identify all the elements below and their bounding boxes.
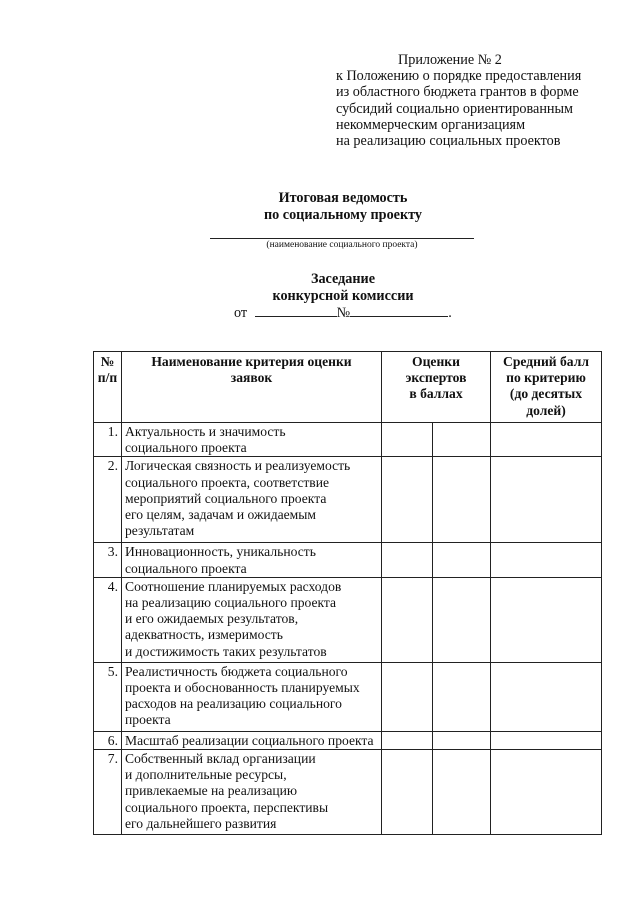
date-blank bbox=[255, 304, 337, 317]
average-cell bbox=[491, 577, 602, 662]
table-row bbox=[94, 423, 602, 457]
annex-line: субсидий социально ориентированным bbox=[336, 100, 574, 117]
document-title bbox=[150, 190, 536, 224]
score-cell bbox=[433, 750, 491, 835]
session-line: конкурсной комиссии bbox=[272, 288, 414, 304]
annex-title: Приложение № 2 bbox=[398, 52, 502, 68]
score-cell bbox=[382, 662, 433, 731]
header-scores: Оценки экспертов в баллах bbox=[382, 352, 491, 423]
score-cell bbox=[433, 457, 491, 543]
table-row bbox=[94, 577, 602, 662]
header-num: № п/п bbox=[94, 352, 122, 423]
header-average: Средний балл по критерию (до десятых долей) bbox=[491, 352, 602, 423]
table-row bbox=[94, 457, 602, 543]
row-number: 3. bbox=[94, 543, 122, 577]
annex-line: некоммерческим организациям bbox=[336, 116, 526, 133]
criterion-text: Соотношение планируемых расходов на реализацию социального проекта и его ожидаемых результатов, адекватность, измеримость и достижимость таких результатов bbox=[122, 577, 382, 662]
number-blank bbox=[350, 304, 448, 317]
session-line: Заседание bbox=[310, 271, 376, 287]
criterion-text: Собственный вклад организации и дополнительные ресурсы, привлекаемые на реализацию социального проекта, перспективы его дальнейшего развития bbox=[122, 750, 382, 835]
row-number: 6. bbox=[94, 731, 122, 749]
date-prefix: от bbox=[234, 305, 248, 321]
table-row bbox=[94, 543, 602, 577]
average-cell bbox=[491, 750, 602, 835]
row-number: 5. bbox=[94, 662, 122, 731]
table-row bbox=[94, 662, 602, 731]
row-number: 1. bbox=[94, 423, 122, 457]
row-number: 7. bbox=[94, 750, 122, 835]
criterion-text: Масштаб реализации социального проекта bbox=[122, 731, 382, 749]
annex-block bbox=[336, 52, 626, 149]
score-cell bbox=[382, 543, 433, 577]
date-number-row bbox=[234, 304, 452, 321]
row-number: 2. bbox=[94, 457, 122, 543]
average-cell bbox=[491, 457, 602, 543]
score-cell bbox=[382, 423, 433, 457]
header-criterion: Наименование критерия оценки заявок bbox=[122, 352, 382, 423]
annex-line: на реализацию социальных проектов bbox=[336, 133, 561, 150]
table-row bbox=[94, 731, 602, 749]
score-cell bbox=[433, 662, 491, 731]
score-cell bbox=[382, 457, 433, 543]
document-title-line: Итоговая ведомость bbox=[278, 190, 408, 206]
criterion-text: Логическая связность и реализуемость социального проекта, соответствие мероприятий социального проекта его целям, задачам и ожидаемым результатам bbox=[122, 457, 382, 543]
score-cell bbox=[433, 543, 491, 577]
score-cell bbox=[382, 750, 433, 835]
date-suffix: . bbox=[448, 305, 452, 321]
project-name-line bbox=[210, 238, 474, 239]
score-cell bbox=[382, 577, 433, 662]
number-sign: № bbox=[336, 305, 351, 321]
session-heading bbox=[150, 271, 536, 305]
score-cell bbox=[433, 423, 491, 457]
score-cell bbox=[433, 731, 491, 749]
average-cell bbox=[491, 543, 602, 577]
criteria-table bbox=[93, 351, 602, 835]
table-header-row bbox=[94, 352, 602, 423]
project-name-hint: (наименование социального проекта) bbox=[266, 240, 418, 250]
document-title-line: по социальному проекту bbox=[263, 207, 423, 223]
average-cell bbox=[491, 731, 602, 749]
score-cell bbox=[382, 731, 433, 749]
annex-line: к Положению о порядке предоставления bbox=[336, 68, 582, 85]
criterion-text: Инновационность, уникальность социального проекта bbox=[122, 543, 382, 577]
average-cell bbox=[491, 423, 602, 457]
row-number: 4. bbox=[94, 577, 122, 662]
average-cell bbox=[491, 662, 602, 731]
criterion-text: Актуальность и значимость социального проекта bbox=[122, 423, 382, 457]
annex-line: из областного бюджета грантов в форме bbox=[336, 84, 579, 101]
table-row bbox=[94, 750, 602, 835]
criterion-text: Реалистичность бюджета социального проекта и обоснованность планируемых расходов на реализацию социального проекта bbox=[122, 662, 382, 731]
score-cell bbox=[433, 577, 491, 662]
